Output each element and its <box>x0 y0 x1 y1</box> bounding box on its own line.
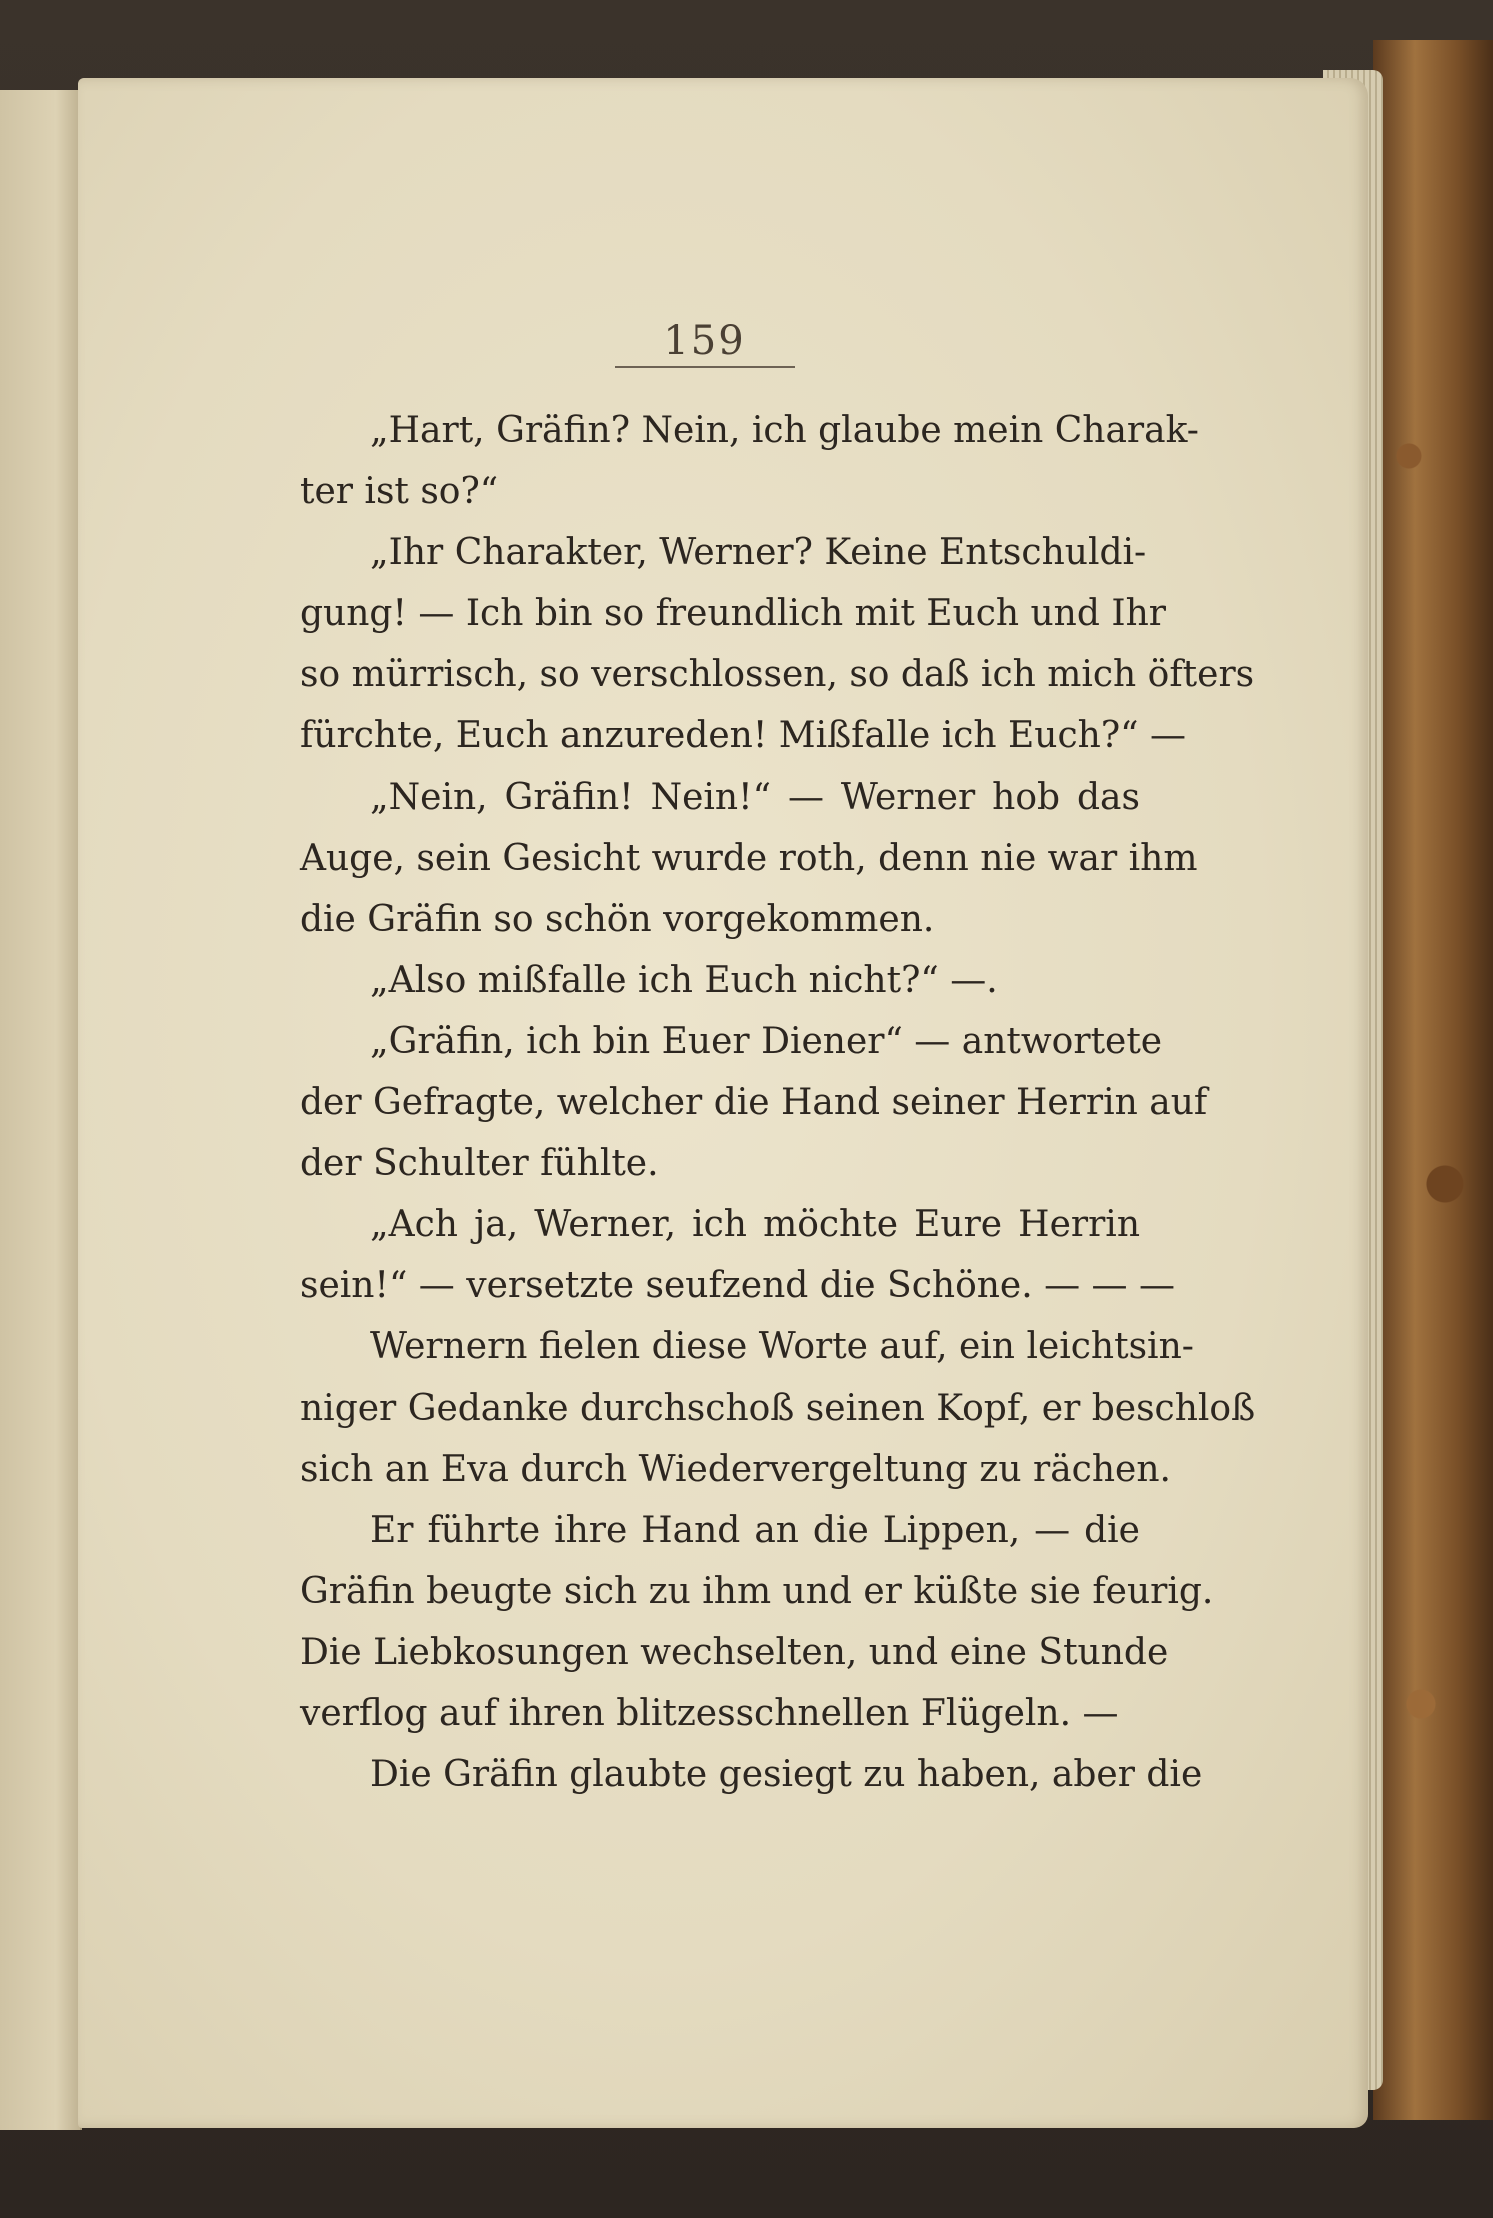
text-line: Die Liebkosungen wechselten, und eine Stunde <box>300 1631 1169 1673</box>
previous-page-edge <box>0 90 82 2130</box>
text-line: „Hart, Gräfin? Nein, ich glaube mein Charak- <box>370 410 1199 451</box>
text-line: „Ach ja, Werner, ich möchte Eure Herrin <box>370 1204 1140 1246</box>
body-text <box>300 400 1256 1805</box>
text-line: Auge, sein Gesicht wurde roth, denn nie war ihm <box>300 837 1198 879</box>
text-line: Die Gräfin glaubte gesiegt zu haben, aber die <box>370 1754 1203 1796</box>
text-line: der Schulter fühlte. <box>300 1143 659 1185</box>
text-line: gung! — Ich bin so freundlich mit Euch und Ihr <box>300 593 1166 635</box>
text-line: so mürrisch, so verschlossen, so daß ich mich öfters <box>300 654 1255 696</box>
text-line: niger Gedanke durchschoß seinen Kopf, er beschloß <box>300 1387 1256 1429</box>
text-line: verflog auf ihren blitzesschnellen Flügeln. — <box>300 1692 1119 1734</box>
text-line: ter ist so?“ <box>300 471 499 513</box>
text-line: Wernern fielen diese Worte auf, ein leichtsin- <box>370 1326 1194 1368</box>
text-line: „Gräfin, ich bin Euer Diener“ — antwortete <box>370 1020 1163 1062</box>
text-line: „Nein, Gräfin! Nein!“ — Werner hob das <box>370 776 1140 818</box>
text-line: die Gräfin so schön vorgekommen. <box>300 898 935 940</box>
text-line: „Also mißfalle ich Euch nicht?“ —. <box>370 959 998 1001</box>
text-line: „Ihr Charakter, Werner? Keine Entschuldi- <box>370 532 1147 574</box>
text-line: sein!“ — versetzte seufzend die Schöne. — — — <box>300 1265 1176 1307</box>
text-line: Er führte ihre Hand an die Lippen, — die <box>370 1509 1140 1551</box>
page-number: 159 <box>663 318 746 364</box>
page-number-rule <box>615 366 795 368</box>
text-line: Gräfin beugte sich zu ihm und er küßte sie feurig. <box>300 1570 1214 1612</box>
text-line: sich an Eva durch Wiedervergeltung zu rächen. <box>300 1448 1171 1490</box>
text-line: der Gefragte, welcher die Hand seiner Herrin auf <box>300 1082 1208 1124</box>
text-line: fürchte, Euch anzureden! Mißfalle ich Euch?“ — <box>300 715 1186 757</box>
